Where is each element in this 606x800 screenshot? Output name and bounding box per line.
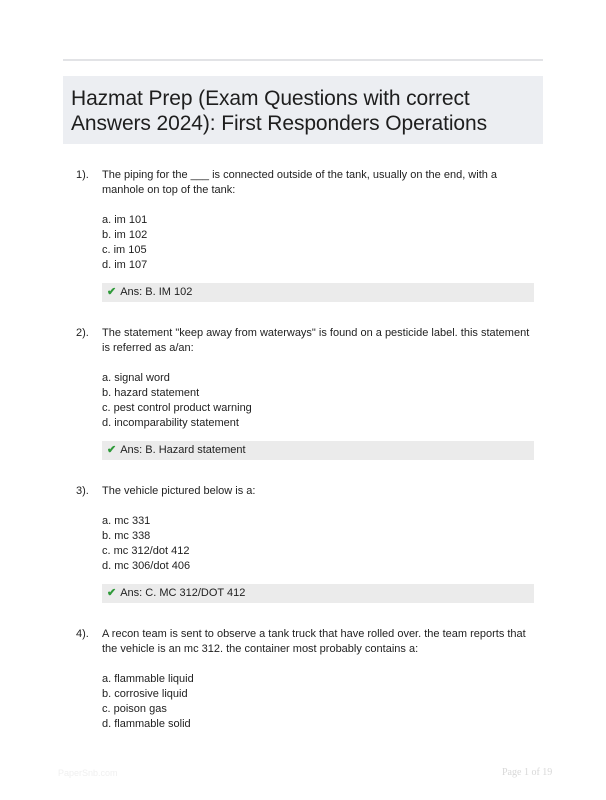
option-a: a. mc 331 xyxy=(102,515,151,527)
title-banner xyxy=(63,76,543,144)
question-number: 4). xyxy=(76,628,89,640)
check-icon: ✔ xyxy=(107,444,117,456)
answer-box xyxy=(102,584,534,603)
option-d: d. im 107 xyxy=(102,259,148,271)
check-icon: ✔ xyxy=(107,587,117,599)
option-d: d. flammable solid xyxy=(102,718,191,730)
top-divider xyxy=(63,59,543,61)
option-b: b. hazard statement xyxy=(102,387,200,399)
option-a: a. flammable liquid xyxy=(102,673,194,685)
option-a: a. im 101 xyxy=(102,214,148,226)
option-b: b. corrosive liquid xyxy=(102,688,188,700)
option-b: b. mc 338 xyxy=(102,530,151,542)
question-number: 2). xyxy=(76,327,89,339)
document-title: Hazmat Prep (Exam Questions with correct Answers 2024): First Responders Operations xyxy=(71,87,487,135)
option-c: c. im 105 xyxy=(102,244,147,256)
option-a: a. signal word xyxy=(102,372,170,384)
question-text: The statement "keep away from waterways" is found on a pesticide label. this statement is referred as a/an: xyxy=(102,327,530,354)
option-list xyxy=(102,213,147,273)
answer-box xyxy=(102,283,534,302)
option-c: c. poison gas xyxy=(102,703,167,715)
question-text: The piping for the ___ is connected outside of the tank, usually on the end, with a manhole on top of the tank: xyxy=(102,169,498,196)
answer-text: Ans: B. IM 102 xyxy=(120,286,193,298)
question-text: The vehicle pictured below is a: xyxy=(102,485,256,497)
question-number: 1). xyxy=(76,169,89,181)
option-c: c. mc 312/dot 412 xyxy=(102,545,190,557)
option-list xyxy=(102,371,252,431)
option-b: b. im 102 xyxy=(102,229,148,241)
option-d: d. incomparability statement xyxy=(102,417,239,429)
answer-text: Ans: C. MC 312/DOT 412 xyxy=(120,587,246,599)
answer-text: Ans: B. Hazard statement xyxy=(120,444,246,456)
footer-watermark: PaperSnb.com xyxy=(58,768,118,778)
question-text: A recon team is sent to observe a tank truck that have rolled over. the team reports that the vehicle is an mc 312. the container most probably contains a: xyxy=(102,628,526,655)
option-c: c. pest control product warning xyxy=(102,402,252,414)
question-number: 3). xyxy=(76,485,89,497)
option-d: d. mc 306/dot 406 xyxy=(102,560,191,572)
answer-box xyxy=(102,441,534,460)
check-icon: ✔ xyxy=(107,286,117,298)
option-list xyxy=(102,672,194,732)
option-list xyxy=(102,514,190,574)
page-number: Page 1 of 19 xyxy=(502,767,553,778)
